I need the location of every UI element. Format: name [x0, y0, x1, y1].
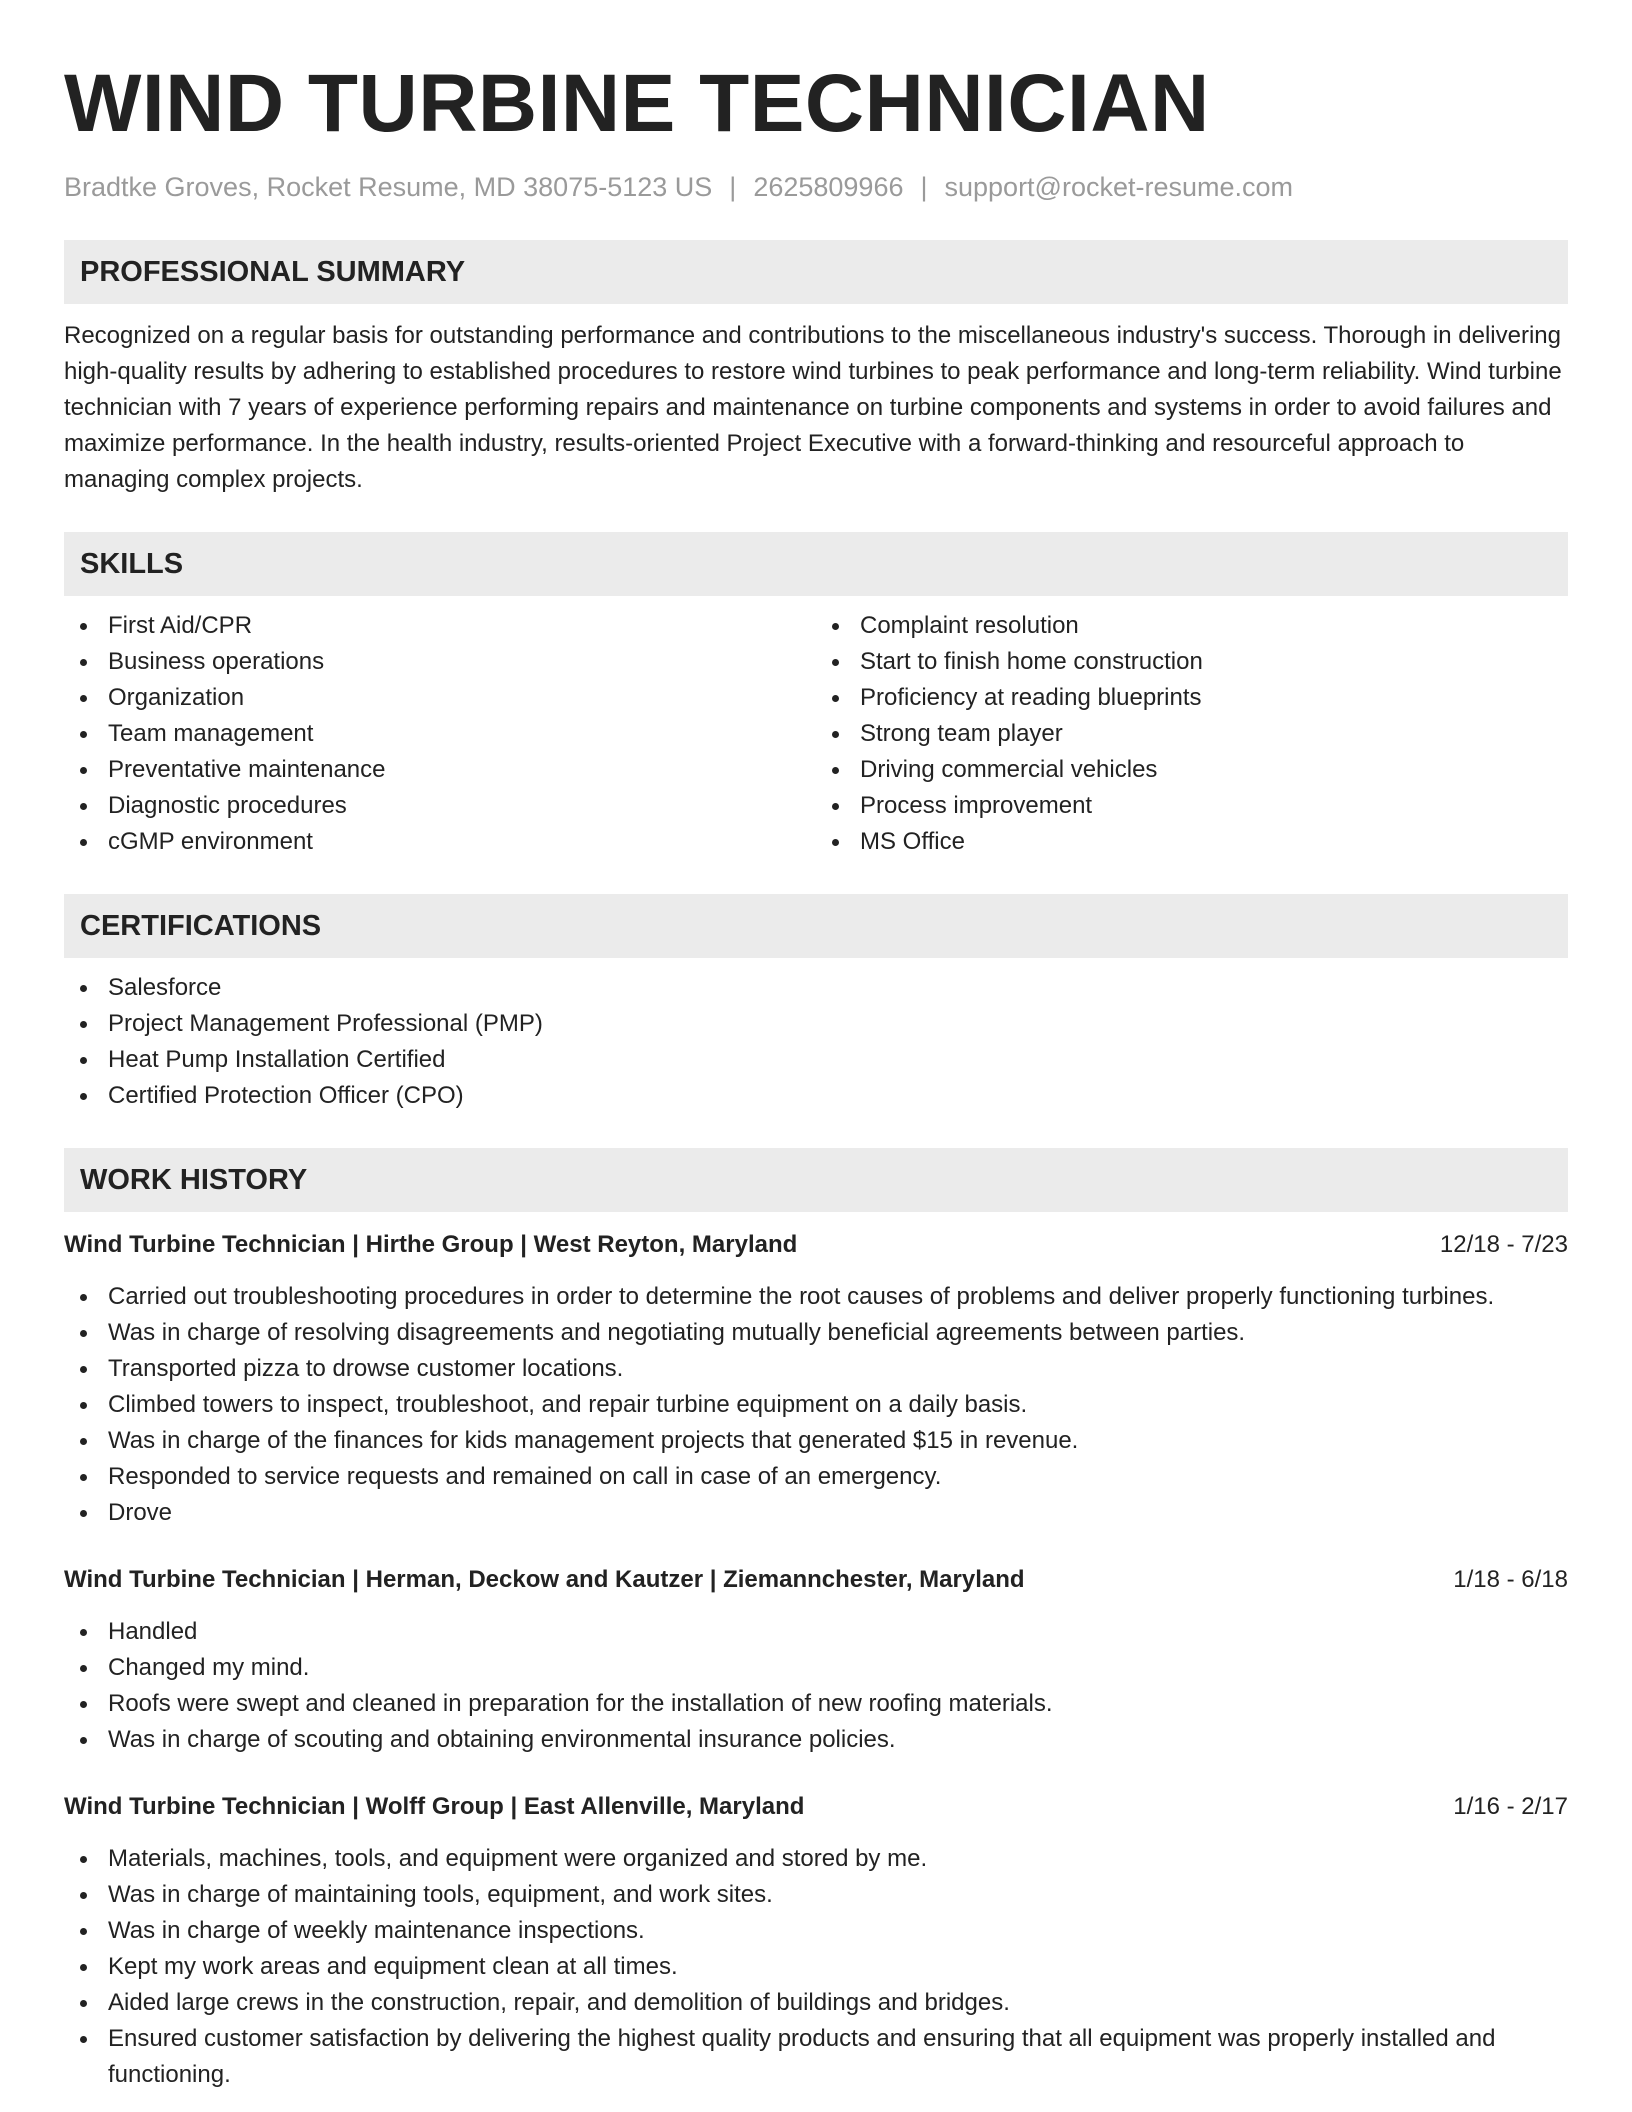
certification-label: Project Management Professional (PMP)	[108, 1010, 543, 1037]
job-duties-list	[64, 1279, 1568, 1531]
job-title: Wind Turbine Technician | Wolff Group | East Allenville, Maryland	[64, 1793, 805, 1820]
job-duty	[64, 1841, 1568, 1877]
job-duty-text: Was in charge of weekly maintenance inspections.	[108, 1917, 645, 1944]
bullet-icon	[80, 695, 87, 702]
bullet-icon	[832, 695, 839, 702]
job-duty-text: Ensured customer satisfaction by delivering the highest quality products and ensuring that all equipment was properly installed and functioning.	[108, 2025, 1496, 2088]
skill-item	[64, 608, 816, 644]
certification-label: Heat Pump Installation Certified	[108, 1046, 446, 1073]
contact-line	[64, 170, 1568, 204]
job-dates: 1/18 - 6/18	[1453, 1566, 1568, 1593]
job-duty-text: Drove	[108, 1499, 173, 1526]
certification-item	[64, 970, 1568, 1006]
skill-label: Complaint resolution	[860, 612, 1079, 639]
skill-label: cGMP environment	[108, 828, 313, 855]
skill-item	[816, 716, 1568, 752]
bullet-icon	[80, 1366, 87, 1373]
job-dates: 12/18 - 7/23	[1439, 1231, 1568, 1258]
bullet-icon	[832, 731, 839, 738]
skills-grid	[64, 608, 1568, 860]
job-duty	[64, 1877, 1568, 1913]
bullet-icon	[80, 1093, 87, 1100]
skill-label: First Aid/CPR	[108, 612, 253, 639]
bullet-icon	[80, 1964, 87, 1971]
bullet-icon	[80, 1057, 87, 1064]
skill-item	[64, 716, 816, 752]
skill-label: Process improvement	[860, 792, 1093, 819]
skill-label: MS Office	[860, 828, 965, 855]
bullet-icon	[80, 1510, 87, 1517]
skill-item	[64, 680, 816, 716]
bullet-icon	[80, 1330, 87, 1337]
job-duty-text: Was in charge of the finances for kids management projects that generated $15 in revenue.	[108, 1427, 1079, 1454]
skill-label: Strong team player	[860, 720, 1063, 747]
job-duty-text: Was in charge of scouting and obtaining environmental insurance policies.	[108, 1726, 896, 1753]
skill-item	[816, 752, 1568, 788]
job-duty	[64, 1985, 1568, 2021]
skill-item	[64, 824, 816, 860]
bullet-icon	[80, 731, 87, 738]
job-duty-text: Transported pizza to drowse customer locations.	[108, 1355, 624, 1382]
certifications-list	[64, 970, 1568, 1114]
certification-label: Certified Protection Officer (CPO)	[108, 1082, 464, 1109]
bullet-icon	[80, 1474, 87, 1481]
skill-item	[64, 644, 816, 680]
job-dates: 1/16 - 2/17	[1453, 1793, 1568, 1820]
job-duty	[64, 1279, 1568, 1315]
bullet-icon	[80, 1928, 87, 1935]
skill-item	[64, 788, 816, 824]
job-duty	[64, 1913, 1568, 1949]
job-heading-row	[64, 1790, 1568, 1824]
job-duty-text: Carried out troubleshooting procedures in order to determine the root causes of problems and deliver properly functioning turbines.	[108, 1283, 1495, 1310]
certification-item	[64, 1042, 1568, 1078]
job-duty-text: Climbed towers to inspect, troubleshoot, and repair turbine equipment on a daily basis.	[108, 1391, 1028, 1418]
job-duty	[64, 1495, 1568, 1531]
bullet-icon	[832, 659, 839, 666]
section-header-work-history: WORK HISTORY	[64, 1148, 1568, 1212]
certification-item	[64, 1006, 1568, 1042]
job-heading-row	[64, 1228, 1568, 1262]
bullet-icon	[80, 1892, 87, 1899]
bullet-icon	[80, 1737, 87, 1744]
contact-phone: 2625809966	[753, 172, 904, 202]
skill-label: Organization	[108, 684, 245, 711]
bullet-icon	[80, 2036, 87, 2043]
job-duty-text: Materials, machines, tools, and equipment were organized and stored by me.	[108, 1845, 928, 1872]
bullet-icon	[80, 1294, 87, 1301]
job-duty-text: Was in charge of resolving disagreements and negotiating mutually beneficial agreements between parties.	[108, 1319, 1246, 1346]
job-duty	[64, 1423, 1568, 1459]
job-duty-text: Was in charge of maintaining tools, equipment, and work sites.	[108, 1881, 773, 1908]
bullet-icon	[80, 659, 87, 666]
bullet-icon	[832, 623, 839, 630]
skill-item	[816, 644, 1568, 680]
section-header-skills: SKILLS	[64, 532, 1568, 596]
skill-label: Start to finish home construction	[860, 648, 1203, 675]
skill-label: Diagnostic procedures	[108, 792, 347, 819]
contact-address: Bradtke Groves, Rocket Resume, MD 38075-5123 US	[64, 172, 713, 202]
job-duty-text: Responded to service requests and remained on call in case of an emergency.	[108, 1463, 942, 1490]
resume-title: WIND TURBINE TECHNICIAN	[64, 58, 1210, 149]
job-duty	[64, 1387, 1568, 1423]
skill-item	[816, 680, 1568, 716]
job-duty	[64, 1722, 1568, 1758]
bullet-icon	[80, 1021, 87, 1028]
skill-label: Driving commercial vehicles	[860, 756, 1158, 783]
bullet-icon	[80, 1629, 87, 1636]
job-duty-text: Aided large crews in the construction, repair, and demolition of buildings and bridges.	[108, 1989, 1010, 2016]
certification-item	[64, 1078, 1568, 1114]
skill-item	[816, 608, 1568, 644]
bullet-icon	[80, 1665, 87, 1672]
job-duties-list	[64, 1614, 1568, 1758]
job-title: Wind Turbine Technician | Herman, Deckow and Kautzer | Ziemannchester, Maryland	[64, 1566, 1025, 1593]
skill-label: Business operations	[108, 648, 325, 675]
job-duty	[64, 1315, 1568, 1351]
bullet-icon	[80, 839, 87, 846]
job-heading-row	[64, 1563, 1568, 1597]
job-duty	[64, 1614, 1568, 1650]
summary-text: Recognized on a regular basis for outstanding performance and contributions to the miscellaneous industry's success. Thorough in delivering high-quality results by adhering to established procedures to restore wind turbines to peak performance and long-term reliability. Wind turbine technician with 7 years of experience performing repairs and maintenance on turbine components and systems in order to avoid failures and maximize performance. In the health industry, results-oriented Project Executive with a forward-thinking and resourceful approach to managing complex projects.	[64, 322, 1562, 493]
job-duty	[64, 1351, 1568, 1387]
bullet-icon	[80, 1438, 87, 1445]
job-duty-text: Kept my work areas and equipment clean at all times.	[108, 1953, 678, 1980]
skill-label: Preventative maintenance	[108, 756, 386, 783]
bullet-icon	[832, 839, 839, 846]
skill-label: Proficiency at reading blueprints	[860, 684, 1202, 711]
bullet-icon	[80, 1856, 87, 1863]
bullet-icon	[80, 985, 87, 992]
job-duty	[64, 1650, 1568, 1686]
job-duty-text: Changed my mind.	[108, 1654, 310, 1681]
bullet-icon	[80, 623, 87, 630]
contact-email: support@rocket-resume.com	[944, 172, 1294, 202]
bullet-icon	[80, 767, 87, 774]
bullet-icon	[832, 767, 839, 774]
job-duty	[64, 1949, 1568, 1985]
certification-label: Salesforce	[108, 974, 222, 1001]
bullet-icon	[832, 803, 839, 810]
job-duty	[64, 1459, 1568, 1495]
skills-list-left	[64, 608, 816, 860]
job-duty-text: Handled	[108, 1618, 198, 1645]
job-title: Wind Turbine Technician | Hirthe Group | West Reyton, Maryland	[64, 1231, 798, 1258]
skill-item	[816, 824, 1568, 860]
bullet-icon	[80, 2000, 87, 2007]
section-header-certifications: CERTIFICATIONS	[64, 894, 1568, 958]
bullet-icon	[80, 803, 87, 810]
bullet-icon	[80, 1402, 87, 1409]
job-duty	[64, 1686, 1568, 1722]
job-duty	[64, 2021, 1568, 2093]
skill-item	[64, 752, 816, 788]
skill-item	[816, 788, 1568, 824]
section-header-summary: PROFESSIONAL SUMMARY	[64, 240, 1568, 304]
skill-label: Team management	[108, 720, 314, 747]
job-duties-list	[64, 1841, 1568, 2093]
skills-list-right	[816, 608, 1568, 860]
contact-separator: |	[729, 172, 737, 202]
job-duty-text: Roofs were swept and cleaned in preparation for the installation of new roofing materials.	[108, 1690, 1053, 1717]
contact-separator: |	[920, 172, 928, 202]
bullet-icon	[80, 1701, 87, 1708]
